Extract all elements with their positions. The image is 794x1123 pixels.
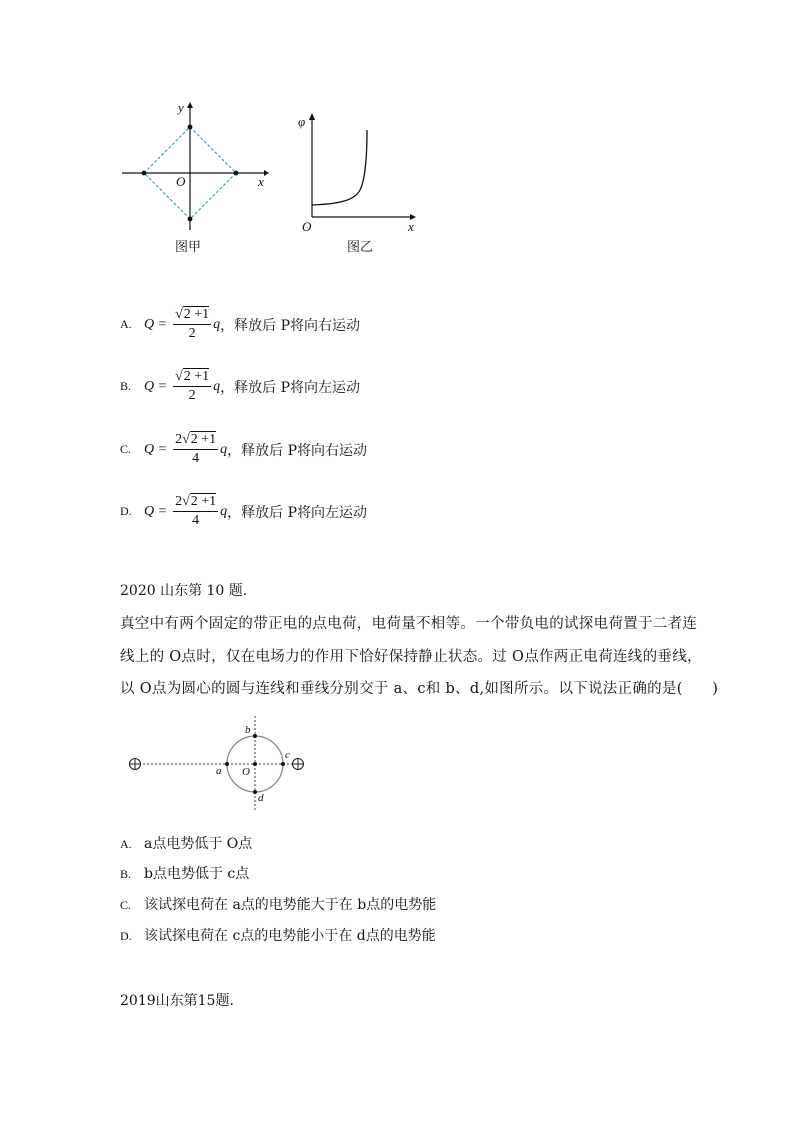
label-o: O	[242, 766, 250, 778]
q2-option-a[interactable]	[120, 833, 252, 853]
option-letter: D.	[120, 504, 132, 518]
variable-q: q	[213, 378, 221, 394]
math-lhs: Q =	[144, 316, 168, 332]
label-b: b	[245, 724, 251, 736]
option-text: b点电势低于 c点	[144, 866, 250, 882]
label-c: c	[285, 749, 290, 761]
option-text: 该试探电荷在 a点的电势能大于在 b点的电势能	[144, 897, 437, 913]
sqrt-body: 2 +1	[190, 432, 217, 447]
point-d	[253, 790, 257, 794]
point-b	[253, 734, 257, 738]
option-letter: B.	[120, 379, 132, 393]
charge-bottom	[188, 217, 193, 222]
option-letter: C.	[120, 442, 132, 456]
q2-option-c[interactable]	[120, 894, 436, 914]
label-d: d	[258, 792, 264, 804]
question-title-2019: 2019山东第15题.	[120, 993, 234, 1009]
point-a	[225, 762, 229, 766]
potential-curve	[312, 130, 367, 205]
coef: 2	[175, 432, 183, 447]
question-line-1: 真空中有两个固定的带正电的点电荷，电荷量不相等。一个带负电的试探电荷置于二者连	[120, 616, 698, 632]
q2-option-b[interactable]	[120, 863, 249, 883]
yi-x-label: x	[408, 219, 414, 234]
point-c	[281, 762, 285, 766]
jia-x-label: x	[258, 174, 264, 189]
x-axis-arrow	[264, 170, 269, 176]
yi-caption: 图乙	[347, 240, 374, 255]
denominator: 4	[192, 513, 200, 528]
sqrt-body: 2 +1	[183, 307, 210, 322]
jia-caption: 图甲	[175, 240, 202, 255]
option-text: ，释放后 P将向左运动	[220, 379, 361, 396]
option-text: 该试探电荷在 c点的电势能小于在 d点的电势能	[144, 928, 436, 944]
y-axis-arrow	[187, 102, 193, 108]
jia-origin-label: O	[176, 174, 186, 189]
fraction: $\frac{√2 +1}{2}$	[175, 307, 210, 341]
coef: 2	[175, 494, 183, 509]
question-line-3: 以 O点为圆心的圆与连线和垂线分别交于 a、c和 b、d,如图所示。以下说法正确的是( )	[120, 681, 719, 697]
option-letter: C.	[120, 898, 132, 912]
denominator: 2	[188, 388, 196, 403]
option-c[interactable]	[120, 431, 367, 468]
charge-left	[142, 171, 147, 176]
math-lhs: Q =	[144, 503, 168, 519]
phi-axis-arrow	[309, 113, 315, 120]
point-o	[253, 762, 257, 766]
option-letter: D.	[120, 929, 132, 943]
figure-circle	[125, 712, 310, 812]
jia-y-label: y	[178, 100, 184, 115]
sqrt-body: 2 +1	[190, 494, 217, 509]
option-text: a点电势低于 O点	[144, 836, 253, 852]
figure-yi	[300, 110, 425, 225]
sqrt-body: 2 +1	[183, 369, 210, 384]
q2-option-d[interactable]	[120, 925, 436, 945]
option-letter: A.	[120, 317, 132, 331]
charge-right	[234, 171, 239, 176]
question-title: 2020 山东第 10 题.	[120, 583, 248, 599]
positive-charge-right	[293, 759, 304, 770]
variable-q: q	[220, 441, 228, 457]
math-lhs: Q =	[144, 378, 168, 394]
option-text: ，释放后 P将向右运动	[227, 442, 368, 459]
label-a: a	[216, 765, 222, 777]
option-text: ，释放后 P将向左运动	[227, 504, 368, 521]
fraction: $\frac{√2 +1}{2}$	[175, 369, 210, 403]
variable-q: q	[213, 316, 221, 332]
question-line-2: 线上的 O点时，仅在电场力的作用下恰好保持静止状态。过 O点作两正电荷连线的垂线，	[120, 649, 702, 665]
fraction: $\frac{2√2 +1}{4}$	[175, 432, 217, 466]
charge-top	[188, 125, 193, 130]
fraction: $\frac{2√2 +1}{4}$	[175, 494, 217, 528]
denominator: 2	[188, 326, 196, 341]
yi-phi-label: φ	[298, 114, 306, 129]
math-lhs: Q =	[144, 441, 168, 457]
option-letter: B.	[120, 867, 132, 881]
option-d[interactable]	[120, 493, 367, 530]
option-letter: A.	[120, 837, 132, 851]
denominator: 4	[192, 451, 200, 466]
option-text: ，释放后 P将向右运动	[220, 317, 361, 334]
option-b[interactable]	[120, 368, 360, 405]
option-a[interactable]	[120, 306, 360, 343]
positive-charge-left	[130, 759, 141, 770]
yi-origin-label: O	[302, 219, 312, 234]
variable-q: q	[220, 503, 228, 519]
